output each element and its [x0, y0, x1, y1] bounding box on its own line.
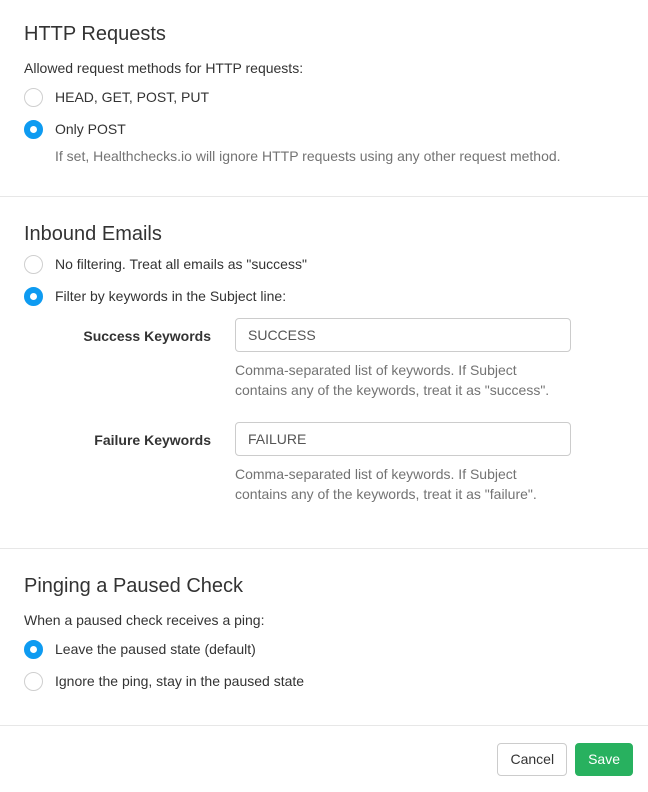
- radio-option-ignore-ping[interactable]: [24, 671, 624, 691]
- section-title-inbound-emails: Inbound Emails: [24, 223, 162, 245]
- radio-option-filter-by-keywords[interactable]: [24, 286, 624, 306]
- only-post-help-text: If set, Healthchecks.io will ignore HTTP requests using any other request method.: [55, 148, 561, 164]
- form-row-failure-keywords: [24, 422, 624, 504]
- radio-button[interactable]: [24, 255, 43, 274]
- radio-label[interactable]: Only POST: [55, 121, 126, 137]
- save-button[interactable]: Save: [575, 743, 633, 776]
- success-keywords-help: Comma-separated list of keywords. If Subject contains any of the keywords, treat it as "success".: [235, 362, 550, 398]
- success-keywords-field: [235, 318, 571, 400]
- failure-keywords-help: Comma-separated list of keywords. If Subject contains any of the keywords, treat it as "failure".: [235, 466, 537, 502]
- success-keywords-label: Success Keywords: [83, 328, 211, 344]
- radio-label[interactable]: HEAD, GET, POST, PUT: [55, 89, 210, 105]
- paused-check-intro: When a paused check receives a ping:: [24, 612, 265, 628]
- radio-option-head-get-post-put[interactable]: [24, 87, 624, 107]
- radio-label[interactable]: Ignore the ping, stay in the paused state: [55, 673, 305, 689]
- success-keywords-input[interactable]: [235, 318, 571, 352]
- section-http-requests: [0, 0, 648, 197]
- section-paused-check: [0, 549, 648, 726]
- radio-option-no-filtering[interactable]: [24, 254, 624, 274]
- radio-button[interactable]: [24, 672, 43, 691]
- radio-button[interactable]: [24, 120, 43, 139]
- radio-label[interactable]: Leave the paused state (default): [55, 641, 256, 657]
- radio-button[interactable]: [24, 287, 43, 306]
- failure-keywords-input[interactable]: [235, 422, 571, 456]
- form-row-success-keywords: [24, 318, 624, 400]
- section-title-http-requests: HTTP Requests: [24, 23, 166, 45]
- section-inbound-emails: [0, 197, 648, 549]
- failure-keywords-field: [235, 422, 571, 504]
- radio-button[interactable]: [24, 640, 43, 659]
- radio-label[interactable]: No filtering. Treat all emails as "success": [55, 256, 307, 272]
- dialog-footer: [0, 726, 648, 792]
- radio-label[interactable]: Filter by keywords in the Subject line:: [55, 288, 287, 304]
- radio-option-leave-paused-state[interactable]: [24, 639, 624, 659]
- http-requests-intro: Allowed request methods for HTTP requests:: [24, 60, 304, 76]
- cancel-button[interactable]: Cancel: [497, 743, 567, 776]
- radio-button[interactable]: [24, 88, 43, 107]
- radio-option-only-post[interactable]: [24, 119, 624, 139]
- section-title-paused-check: Pinging a Paused Check: [24, 575, 244, 597]
- failure-keywords-label: Failure Keywords: [94, 432, 211, 448]
